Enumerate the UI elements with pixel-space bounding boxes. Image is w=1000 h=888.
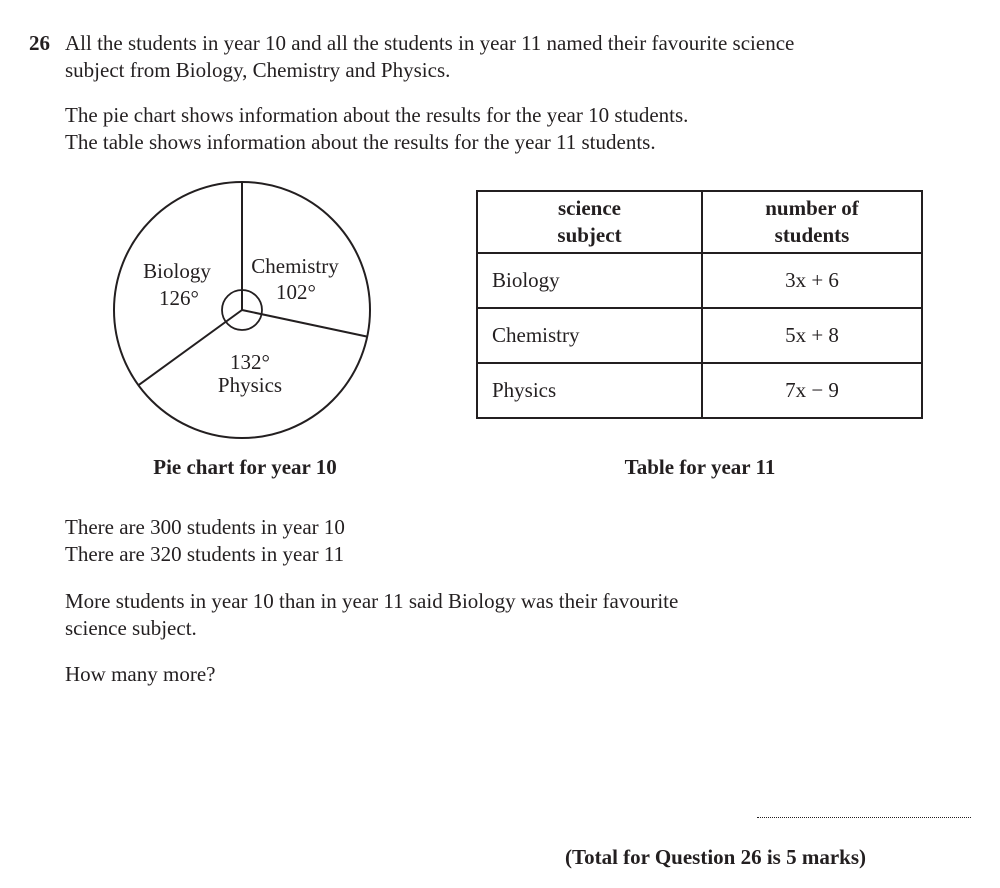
- slice-label-chemistry: Chemistry: [251, 254, 339, 278]
- student-counts: [65, 514, 945, 568]
- cell-subject: Physics: [477, 363, 702, 418]
- question-number: 26: [29, 31, 50, 55]
- count-line: There are 320 students in year 11: [65, 542, 345, 566]
- cell-expression: 3x + 6: [702, 253, 922, 308]
- answer-line[interactable]: [757, 817, 971, 818]
- intro-line: All the students in year 10 and all the students in year 11 named their favourite science: [65, 31, 795, 55]
- question-info: [65, 102, 945, 156]
- header-number-of-students: number of students: [702, 191, 922, 253]
- question-statement: [65, 588, 945, 642]
- statement-line: More students in year 10 than in year 11 said Biology was their favourite: [65, 589, 679, 613]
- total-marks: (Total for Question 26 is 5 marks): [565, 845, 867, 869]
- question-prompt: How many more?: [65, 662, 216, 686]
- info-line: The pie chart shows information about the results for the year 10 students.: [65, 103, 689, 127]
- info-line: The table shows information about the results for the year 11 students.: [65, 130, 656, 154]
- pie-chart-caption: Pie chart for year 10: [153, 455, 337, 479]
- pie-chart: [100, 175, 390, 445]
- cell-subject: Biology: [477, 253, 702, 308]
- slice-angle-chemistry: 102°: [276, 280, 316, 304]
- statement-line: science subject.: [65, 616, 197, 640]
- header-science-subject: science subject: [477, 191, 702, 253]
- table-caption: Table for year 11: [624, 455, 776, 479]
- cell-expression: 7x − 9: [702, 363, 922, 418]
- table-row: [477, 363, 922, 418]
- table-row: [477, 253, 922, 308]
- slice-label-physics: Physics: [217, 373, 283, 397]
- table-header-row: [477, 191, 922, 253]
- count-line: There are 300 students in year 10: [65, 515, 345, 539]
- table-row: [477, 308, 922, 363]
- question-intro: [65, 30, 945, 84]
- slice-angle-biology: 126°: [159, 286, 199, 310]
- cell-subject: Chemistry: [477, 308, 702, 363]
- year11-table: [476, 190, 923, 419]
- slice-label-biology: Biology: [143, 259, 211, 283]
- slice-angle-physics: 132°: [230, 350, 270, 374]
- intro-line: subject from Biology, Chemistry and Physics.: [65, 58, 451, 82]
- cell-expression: 5x + 8: [702, 308, 922, 363]
